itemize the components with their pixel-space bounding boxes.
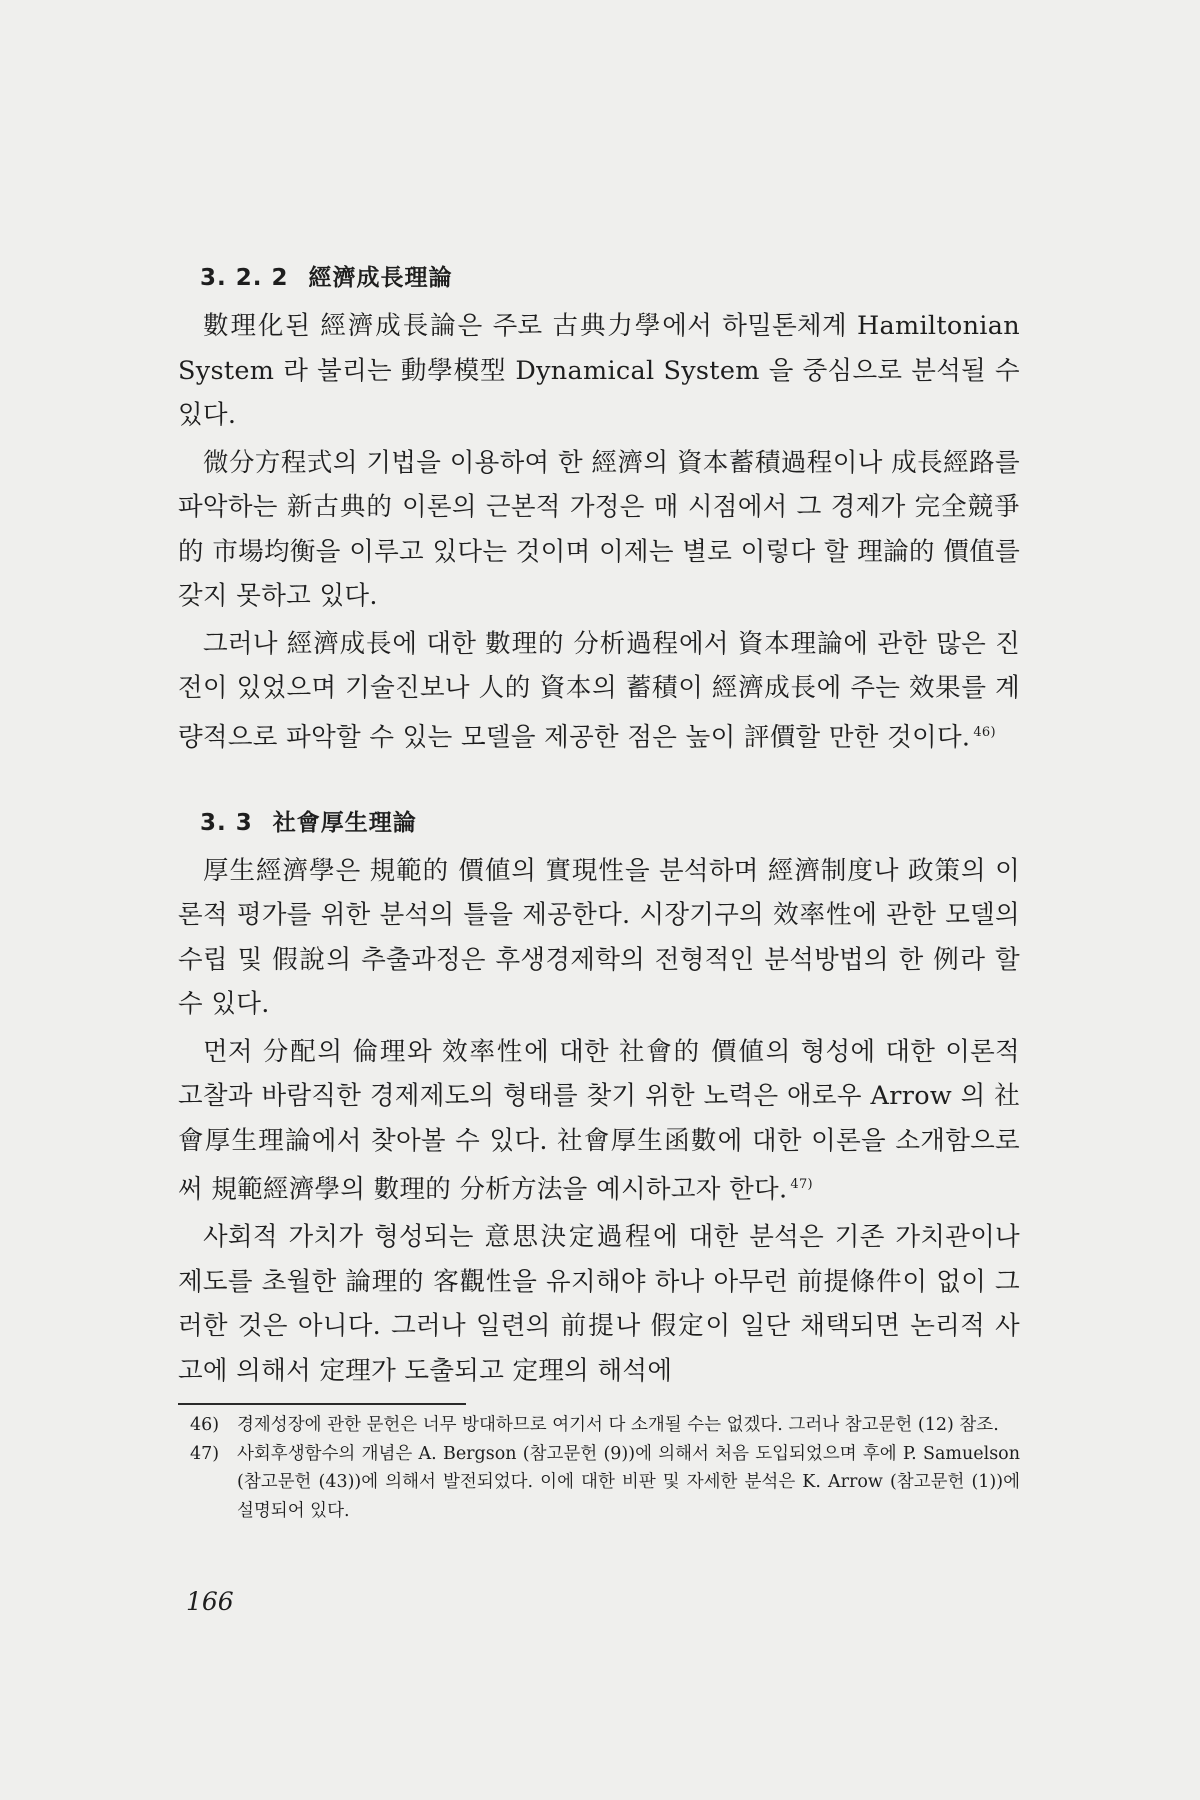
section-title: 經濟成長理論 xyxy=(308,265,453,291)
footnote-text: 사회후생함수의 개념은 A. Bergson (참고문헌 (9))에 의해서 처음 도입되었으며 후에 P. Samuelson (참고문헌 (43))에 의해서 발전되었다. 이에 대한 비판 및 자세한 분석은 K. Arrow (참고문헌 (1))에 설명되어 있다. xyxy=(237,1443,1020,1521)
section-title: 社會厚生理論 xyxy=(272,809,417,836)
section-heading-3-3 xyxy=(200,803,1020,843)
paragraph xyxy=(178,1030,1020,1213)
paragraph-text: 그러나 經濟成長에 대한 數理的 分析過程에서 資本理論에 관한 많은 진전이 있었으며 기술진보나 人的 資本의 蓄積이 經濟成長에 주는 效果를 계량적으로 파악할 수 있는 모델을 제공한 점은 높이 評價할 만한 것이다. xyxy=(178,628,1020,752)
paragraph: 厚生經濟學은 規範的 價値의 實現性을 분석하며 經濟制度나 政策의 이론적 평가를 위한 분석의 틀을 제공한다. 시장기구의 效率性에 관한 모델의 수립 및 假說의 추출과정은 후생경제학의 전형적인 분석방법의 한 例라 할 수 있다. xyxy=(178,855,1020,1019)
footnotes xyxy=(190,1411,1020,1525)
footnote-mark: 47) xyxy=(190,1443,220,1464)
section-spacer xyxy=(178,763,1020,803)
main-text xyxy=(178,258,1020,1396)
paragraph xyxy=(178,622,1020,760)
footnote-mark: 46) xyxy=(190,1415,220,1435)
footnote-46 xyxy=(190,1411,1020,1440)
section-number: 3. 2. 2 xyxy=(200,265,289,291)
footnote-divider xyxy=(178,1403,466,1405)
footnote-text: 경제성장에 관한 문헌은 너무 방대하므로 여기서 다 소개될 수는 없겠다. 그러나 참고문헌 (12) 참조. xyxy=(237,1415,999,1435)
paragraph-text: 먼저 分配의 倫理와 效率性에 대한 社會的 價値의 형성에 대한 이론적 고찰과 바람직한 경제제도의 형태를 찾기 위한 노력은 애로우 Arrow 의 社會厚生理論에서 찾아볼 수 있다. 社會厚生函數에 대한 이론을 소개함으로써 規範經濟學의 數理的 分析方法을 예시하고자 한다. xyxy=(178,1036,1020,1205)
footnote-reference: 46) xyxy=(973,724,996,740)
page-number: 166 xyxy=(186,1587,234,1616)
paragraph: 微分方程式의 기법을 이용하여 한 經濟의 資本蓄積過程이나 成長經路를 파악하는 新古典的 이론의 근본적 가정은 매 시점에서 그 경제가 完全競爭的 市場均衡을 이루고 있다는 것이며 이제는 별로 이렇다 할 理論的 價值를 갖지 못하고 있다. xyxy=(178,447,1020,611)
section-number: 3. 3 xyxy=(200,809,253,836)
footnote-47 xyxy=(190,1440,1020,1526)
paragraph: 사회적 가치가 형성되는 意思決定過程에 대한 분석은 기존 가치관이나 제도를 초월한 論理的 客觀性을 유지해야 하나 아무런 前提條件이 없이 그러한 것은 아니다. 그러나 일련의 前提나 假定이 일단 채택되면 논리적 사고에 의해서 定理가 도출되고 定理의 해석에 xyxy=(178,1222,1020,1386)
paragraph: 數理化된 經濟成長論은 주로 古典力學에서 하밀톤체계 Hamiltonian System 라 불리는 動學模型 Dynamical System 을 중심으로 분석될 수 있다. xyxy=(178,311,1020,430)
footnote-reference: 47) xyxy=(790,1177,813,1192)
section-heading-3-2-2 xyxy=(200,258,1020,298)
